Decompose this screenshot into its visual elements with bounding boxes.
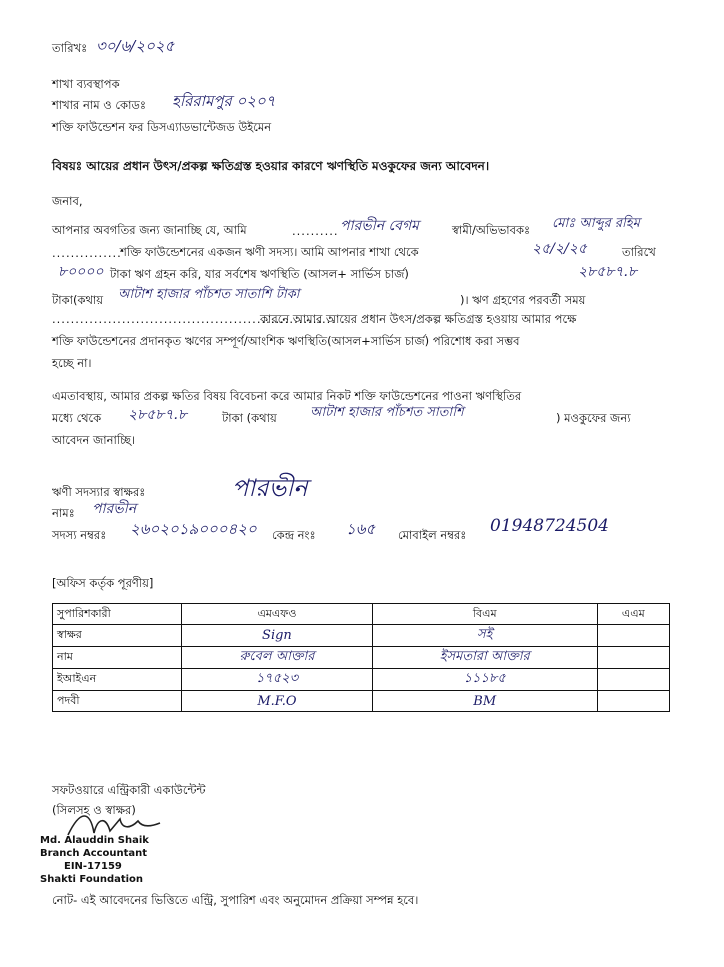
mfo-name: রুবেল আক্তার [182, 647, 373, 669]
organization-name: শক্তি ফাউন্ডেশন ফর ডিসএ্যাডভান্টেজড উইমেন [52, 120, 272, 134]
dotted-leader: .......... [292, 224, 339, 238]
p2-b: মধ্যে থেকে [52, 411, 102, 425]
footer-note: নোট- এই আবেদনের ভিত্তিতে এন্ট্রি, সুপারিশ এবং অনুমোদন প্রক্রিয়া সম্পন্ন হবে। [52, 893, 419, 907]
member-name-label: নামঃ [52, 506, 75, 520]
stamp-ein: EIN-17159 [64, 861, 122, 872]
member-id-value: ২৬০২০১৯০০০৪২০ [130, 520, 257, 538]
balance-hw: ২৮৫৮৭.৮ [578, 264, 637, 280]
p1-f: টাকা(কথায় [52, 293, 104, 307]
am-ein [597, 669, 669, 691]
office-table [52, 603, 670, 712]
p1-h: কারনে আমার আয়ের প্রধান উৎস/প্রকল্প ক্ষতিগ্রস্ত হওয়ায় আমার পক্ষে [260, 312, 577, 326]
p1-d: তারিখে [622, 245, 656, 259]
p2-d: ) মওকুফের জন্য [556, 411, 631, 425]
date-value: ৩০/৬/২০২৫ [96, 37, 175, 55]
subject-line: বিষয়ঃ আয়ের প্রধান উৎস/প্রকল্প ক্ষতিগ্রস্ত হওয়ার কারণে ঋণস্থিতি মওকুফের জন্য আবেদন। [52, 159, 490, 173]
p2-amount-hw: ২৮৫৮৭.৮ [128, 407, 187, 423]
row-label: পদবী [53, 691, 182, 712]
office-table-header [53, 604, 670, 625]
office-heading: [অফিস কর্তৃক পূরণীয়] [52, 576, 154, 590]
member-signature-hw: পারভীন [232, 474, 308, 502]
date-label: তারিখঃ [52, 41, 88, 55]
center-value: ১৬৫ [346, 520, 376, 538]
salutation: জনাব, [52, 194, 83, 208]
dotted-leader: ............... [52, 246, 122, 260]
accountant-seal [40, 805, 200, 885]
stamp-name: Md. Alauddin Shaik [40, 835, 149, 846]
mobile-value: 01948724504 [490, 516, 609, 536]
p1-a: আপনার অবগতির জন্য জানাচ্ছি যে, আমি [52, 223, 247, 237]
loan-date-hw: ২৫/২/২৫ [532, 241, 587, 257]
column-header: এমএফও [182, 604, 373, 625]
stamp-title: Branch Accountant [40, 848, 148, 859]
p1-e: টাকা ঋণ গ্রহন করি, যার সর্বশেষ ঋণস্থিতি (আসল+ সার্ভিস চার্জ) [110, 267, 409, 281]
bm-name: ইসমতারা আক্তার [372, 647, 597, 669]
branch-label: শাখার নাম ও কোডঃ [52, 98, 147, 112]
table-row [53, 691, 670, 712]
accountant-title: সফটওয়ারে এন্ট্রিকারী একাউন্টেন্ট [52, 783, 206, 797]
member-id-label: সদস্য নম্বরঃ [52, 528, 107, 542]
addressee-title: শাখা ব্যবস্থাপক [52, 77, 120, 91]
loan-amount-hw: ৮০০০০ [58, 264, 104, 280]
member-name-value: পারভীন [92, 501, 137, 517]
row-label: স্বাক্ষর [53, 625, 182, 647]
member-signature-label: ঋণী সদস্যার স্বাক্ষরঃ [52, 485, 146, 499]
p2-a: এমতাবস্থায়, আমার প্রকল্প ক্ষতির বিষয় বিবেচনা করে আমার নিকট শক্তি ফাউন্ডেশনের পাওনা ঋণস্থিতির [52, 389, 522, 403]
p2-e: আবেদন জানাচ্ছি। [52, 433, 136, 447]
accountant-seal-note: (সিলসহ ও স্বাক্ষর) [52, 803, 136, 817]
mobile-label: মোবাইল নম্বরঃ [398, 528, 467, 542]
balance-words-hw: আটাশ হাজার পাঁচশত সাতাশি টাকা [118, 287, 300, 302]
p2-words-hw: আটাশ হাজার পাঁচশত সাতাশি [310, 405, 464, 420]
mfo-signature: Sign [182, 625, 373, 647]
am-name [597, 647, 669, 669]
center-label: কেন্দ্র নংঃ [272, 528, 316, 542]
row-label: নাম [53, 647, 182, 669]
p1-c: শক্তি ফাউন্ডেশনের একজন ঋণী সদস্য। আমি আপনার শাখা থেকে [120, 245, 419, 259]
row-label: ইআইএন [53, 669, 182, 691]
member-name-hw: পারভীন বেগম [340, 218, 419, 234]
branch-value: হরিরামপুর ০২০৭ [172, 92, 276, 110]
p1-b: স্বামী/অভিভাবকঃ [452, 223, 531, 237]
column-header: সুপারিশকারী [53, 604, 182, 625]
table-row [53, 647, 670, 669]
dotted-leader: ............................................................. [52, 312, 336, 326]
bm-signature: সই [372, 625, 597, 647]
bm-ein: ১১১৮৫ [372, 669, 597, 691]
p2-c: টাকা (কথায় [222, 411, 277, 425]
am-signature [597, 625, 669, 647]
stamp-org: Shakti Foundation [40, 874, 144, 885]
mfo-designation: M.F.O [182, 691, 373, 712]
p1-i: শক্তি ফাউন্ডেশনের প্রদানকৃত ঋণের সম্পূর্ণ/আংশিক ঋণস্থিতি(আসল+সার্ভিস চার্জ) পরিশোধ করা সম্ভব [52, 334, 520, 348]
table-row [53, 625, 670, 647]
column-header: বিএম [372, 604, 597, 625]
mfo-ein: ১৭৫২৩ [182, 669, 373, 691]
guardian-hw: মোঃ আব্দুর রহিম [552, 216, 640, 231]
bm-designation: BM [372, 691, 597, 712]
table-row [53, 669, 670, 691]
p1-j: হচ্ছে না। [52, 356, 92, 370]
am-designation [597, 691, 669, 712]
column-header: এএম [597, 604, 669, 625]
p1-g: )। ঋণ গ্রহণের পরবর্তী সময় [460, 293, 586, 307]
